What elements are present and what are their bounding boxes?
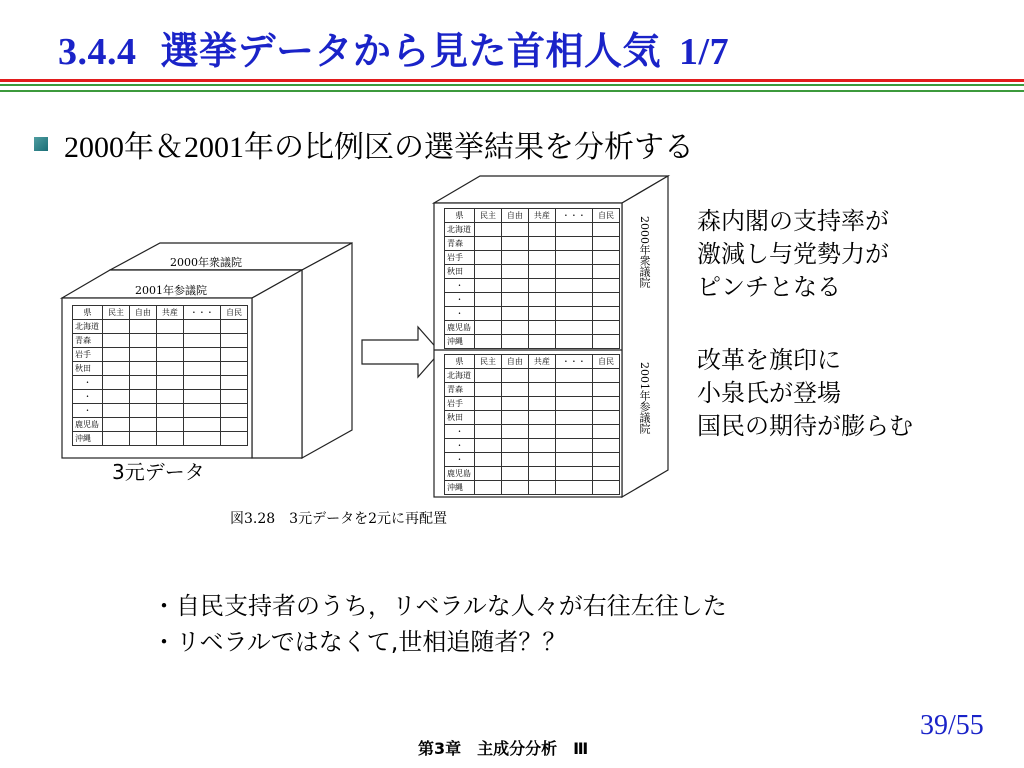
year-2000: 2000 [64, 131, 124, 164]
header-cell: 県 [445, 209, 475, 223]
bullet-liberal-voters: ・自民支持者のうち，リベラルな人々が右往左往した [152, 592, 727, 620]
table-header-row [73, 306, 248, 320]
table-row: ・ [445, 425, 620, 439]
right-cube-table-bottom [444, 354, 620, 495]
table-row: 岩手 [73, 348, 248, 362]
heading-connector: 年＆ [124, 130, 184, 165]
table-row: 岩手 [445, 251, 620, 265]
table-row: 沖縄 [445, 481, 620, 495]
transform-arrow [362, 327, 440, 377]
footer-chapter: 第3章 主成分分析 Ⅲ [418, 739, 589, 758]
section-title: 選挙データから見た首相人気 [160, 29, 662, 73]
table-row: 青森 [445, 237, 620, 251]
table-row: 北海道 [73, 320, 248, 334]
table-row: 青森 [73, 334, 248, 348]
header-cell: 共産 [528, 209, 555, 223]
bullet-trend-followers: ・リベラルではなくて,世相追随者？？ [152, 628, 567, 656]
note-line: 改革を旗印に [697, 346, 841, 374]
table-row: 鹿児島 [445, 467, 620, 481]
left-cube-back-label: 2000年衆議院 [170, 256, 242, 269]
table-row: ・ [445, 307, 620, 321]
header-cell: 民主 [475, 209, 502, 223]
note-line: 国民の期待が膨らむ [697, 412, 913, 440]
left-cube-right-side [302, 243, 352, 458]
note-block-koizumi [697, 344, 913, 443]
table-row: 秋田 [445, 265, 620, 279]
left-cube-right-side-2 [252, 270, 302, 458]
note-block-mori [697, 205, 889, 304]
right-cube-table-top [444, 208, 620, 349]
note-line: ピンチとなる [697, 273, 841, 301]
table-row: 秋田 [73, 362, 248, 376]
header-cell: 自由 [501, 209, 528, 223]
table-row: ・ [445, 293, 620, 307]
table-row: 北海道 [445, 223, 620, 237]
section-number: 3.4.4 [58, 31, 137, 73]
table-row: 北海道 [445, 369, 620, 383]
header-cell: 自民 [593, 355, 620, 369]
header-cell: 自民 [221, 306, 248, 320]
page-number: 39/55 [920, 710, 984, 741]
header-cell: 自由 [501, 355, 528, 369]
subpage-indicator: 1/7 [679, 31, 730, 73]
header-cell: 民主 [475, 355, 502, 369]
table-row: ・ [73, 376, 248, 390]
table-header-row [445, 355, 620, 369]
header-cell: ・・・ [555, 355, 592, 369]
table-row: 岩手 [445, 397, 620, 411]
table-row: 沖縄 [73, 432, 248, 446]
header-cell: 県 [445, 355, 475, 369]
table-row: ・ [445, 279, 620, 293]
table-row: ・ [445, 439, 620, 453]
header-cell: 自由 [129, 306, 156, 320]
header-cell: 共産 [156, 306, 183, 320]
figure-caption: 図3.28 3元データを2元に再配置 [230, 511, 447, 527]
header-cell: ・・・ [183, 306, 220, 320]
table-row: ・ [73, 404, 248, 418]
table-row: 鹿児島 [445, 321, 620, 335]
right-cube-bottom-label: 2001年参議院 [638, 362, 651, 434]
header-cell: 自民 [593, 209, 620, 223]
header-cell: 共産 [528, 355, 555, 369]
right-cube-top-label: 2000年衆議院 [638, 216, 651, 288]
table-header-row [445, 209, 620, 223]
header-cell: ・・・ [555, 209, 592, 223]
table-row: 青森 [445, 383, 620, 397]
table-row: 鹿児島 [73, 418, 248, 432]
note-line: 激減し与党勢力が [697, 240, 889, 268]
left-cube-front-label: 2001年参議院 [135, 284, 207, 297]
left-cube-table [72, 305, 248, 446]
note-line: 森内閣の支持率が [697, 207, 889, 235]
table-row: 沖縄 [445, 335, 620, 349]
header-cell: 県 [73, 306, 103, 320]
table-row: ・ [445, 453, 620, 467]
three-way-data-label: 3元データ [112, 460, 205, 484]
year-2001: 2001 [184, 131, 244, 164]
note-line: 小泉氏が登場 [697, 379, 841, 407]
table-row: ・ [73, 390, 248, 404]
table-row: 秋田 [445, 411, 620, 425]
heading-rest: 年の比例区の選挙結果を分析する [244, 130, 694, 165]
header-cell: 民主 [103, 306, 130, 320]
